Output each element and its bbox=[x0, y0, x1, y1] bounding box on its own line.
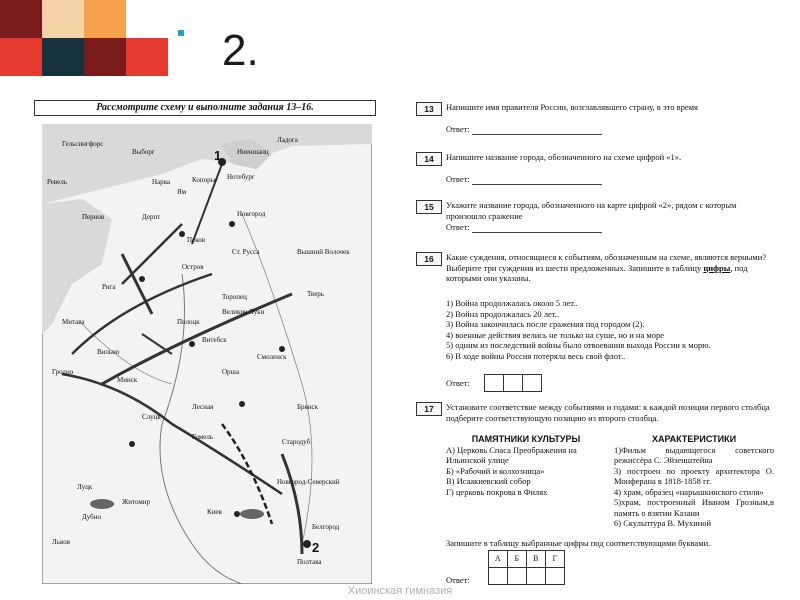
question-number: 14 bbox=[416, 152, 442, 166]
map-label: Ревель bbox=[47, 178, 67, 186]
answer-field[interactable] bbox=[472, 176, 602, 185]
question-text bbox=[446, 252, 777, 284]
answer-label: Ответ: bbox=[446, 574, 470, 585]
map-label: Тверь bbox=[307, 290, 324, 298]
map-label: Луцк bbox=[77, 483, 93, 491]
left-item: Г) церковь покрова в Филях bbox=[446, 486, 548, 497]
answer-field[interactable] bbox=[472, 126, 602, 135]
map-label: Вильно bbox=[97, 348, 120, 356]
map-label: Полтава bbox=[297, 558, 322, 566]
right-column-heading: ХАРАКТЕРИСТИКИ bbox=[651, 434, 737, 444]
map-label: Пернов bbox=[82, 213, 105, 221]
right-column bbox=[614, 434, 774, 529]
question-text: Напишите имя правителя России, возглавлявшего страну, в это время bbox=[446, 102, 698, 112]
option-item: 4) военные действия велись не только на суше, но и на море bbox=[446, 329, 665, 340]
answer-cell[interactable] bbox=[522, 375, 541, 392]
map-label: Ниеншанц bbox=[237, 148, 269, 156]
map-label: Выборг bbox=[132, 148, 155, 156]
map-header: Рассмотрите схему и выполните задания 13–16. bbox=[34, 100, 376, 116]
map-label: Ям bbox=[177, 188, 187, 196]
option-item: 6) В ходе войны Россия потеряла весь свой флот.. bbox=[446, 350, 626, 361]
map-label: Брянск bbox=[297, 403, 318, 411]
right-item: 1)Фильм выдающегося советского режиссёра С. Эйзенштейна bbox=[614, 444, 774, 465]
left-column bbox=[446, 434, 606, 497]
right-item: 3) построен по проекту архитектора О. Монферана в 1818-1858 гг. bbox=[614, 465, 774, 486]
answer-header: В bbox=[526, 551, 545, 568]
right-item: 6) Скульптура В. Мухиной bbox=[614, 518, 712, 528]
slide-number: 2. bbox=[222, 26, 259, 75]
map-label: Новгород-Северский bbox=[277, 478, 340, 486]
question-text-emphasis: цифры bbox=[703, 262, 731, 273]
map-label: Слуцк bbox=[142, 413, 161, 421]
option-item: 3) Война закончилась после сражения под городом (2). bbox=[446, 319, 645, 329]
question-16 bbox=[416, 252, 781, 392]
question-15 bbox=[416, 200, 781, 240]
left-item: В) Исаакиевский собор bbox=[446, 476, 531, 486]
answer-grid bbox=[488, 550, 565, 585]
map-label: Минск bbox=[117, 376, 138, 384]
map-number-2: 2 bbox=[312, 540, 320, 555]
map-label: Ст. Русса bbox=[232, 248, 260, 256]
deco-square bbox=[84, 0, 126, 38]
question-text-part: , под которыми они указаны. bbox=[446, 262, 748, 283]
answer-cell[interactable] bbox=[488, 568, 507, 585]
map-label: Остров bbox=[182, 263, 204, 271]
answer-label: Ответ: bbox=[446, 377, 470, 388]
left-column-heading: ПАМЯТНИКИ КУЛЬТУРЫ bbox=[471, 434, 581, 444]
map-label: Орша bbox=[222, 368, 240, 376]
map-label: Ладога bbox=[277, 136, 298, 144]
map-label: Торопец bbox=[222, 293, 247, 301]
answer-row bbox=[446, 374, 542, 392]
map-label: Новгород bbox=[237, 210, 266, 218]
map-label: Нарва bbox=[152, 178, 170, 186]
map-label: Лесная bbox=[192, 403, 214, 411]
question-number: 16 bbox=[416, 252, 442, 266]
question-number: 17 bbox=[416, 402, 442, 416]
right-item: 4) храм, образец «нарышкинского стиля» bbox=[614, 486, 764, 497]
map-label: Белгород bbox=[312, 523, 340, 531]
answer-row bbox=[446, 124, 602, 135]
option-item: 1) Война продолжалась около 5 лет.. bbox=[446, 298, 578, 308]
option-item: 2) Война продолжалась 20 лет.. bbox=[446, 308, 560, 319]
deco-dot bbox=[178, 30, 184, 36]
answer-header: Б bbox=[507, 551, 526, 568]
answer-label: Ответ: bbox=[446, 222, 470, 232]
map-label: Вышний Волочек bbox=[297, 248, 350, 256]
deco-square bbox=[0, 0, 42, 38]
question-number: 13 bbox=[416, 102, 442, 116]
deco-square bbox=[42, 0, 84, 38]
answer-label: Ответ: bbox=[446, 124, 470, 134]
answer-cell[interactable] bbox=[526, 568, 545, 585]
map-label: Дерпт bbox=[142, 213, 161, 221]
map-label: Киев bbox=[207, 508, 222, 516]
answer-cell[interactable] bbox=[484, 375, 503, 392]
question-number: 15 bbox=[416, 200, 442, 214]
map-label: Львов bbox=[52, 538, 71, 546]
answer-header: Г bbox=[545, 551, 564, 568]
answer-field[interactable] bbox=[472, 224, 602, 233]
answer-cell[interactable] bbox=[545, 568, 564, 585]
historical-map bbox=[42, 124, 372, 584]
map-number-1: 1 bbox=[214, 148, 222, 163]
answer-label: Ответ: bbox=[446, 174, 470, 184]
map-label: Гродно bbox=[52, 368, 74, 376]
map-label: Полоцк bbox=[177, 318, 200, 326]
answer-row bbox=[446, 550, 565, 585]
map-label: Витебск bbox=[202, 336, 227, 344]
map-label: Митава bbox=[62, 318, 85, 326]
question-text: Установите соответствие между событиями и годами: к каждой позиции первого столбца подберите соответствующую позицию из второго столбца. bbox=[446, 402, 770, 423]
map-label: Нотебург bbox=[227, 173, 255, 181]
left-item: А) Церковь Спаса Преображения на Ильинской улице bbox=[446, 444, 577, 465]
question-text-part: Какие суждения, относящиеся к событиям, обозначенным на схеме, являются верными? Выберите три суждения из шести предложенных. Запишите в таблицу bbox=[446, 252, 767, 273]
answer-grid bbox=[484, 374, 542, 392]
question-14 bbox=[416, 152, 781, 188]
footer-text: Хиоинская гимназия bbox=[347, 585, 453, 597]
map-label: Житомир bbox=[122, 498, 151, 506]
map-label: Гельсингфорс bbox=[62, 140, 104, 148]
map-label: Стародуб bbox=[282, 438, 311, 446]
map-label: Гомель bbox=[192, 433, 214, 441]
map-label: Великие Луки bbox=[222, 308, 265, 316]
question-text: Напишите название города, обозначенного на схеме цифрой «1». bbox=[446, 152, 682, 162]
left-item: Б) «Рабочий и колхозница» bbox=[446, 465, 545, 476]
question-text: Укажите название города, обозначенного на карте цифрой «2», рядом с которым произошло сражение bbox=[446, 200, 737, 221]
right-item: 5)храм, построенный Иваном Грозным,в память о взятии Казани bbox=[614, 497, 774, 518]
option-item: 5) одним из последствий войны было отвоевания выхода России к морю. bbox=[446, 340, 711, 350]
answer-header: А bbox=[488, 551, 507, 568]
map-label: Смоленск bbox=[257, 353, 287, 361]
map-label: Рига bbox=[102, 283, 116, 291]
answer-cell[interactable] bbox=[503, 375, 522, 392]
map-label: Копорье bbox=[192, 176, 217, 184]
answer-cell[interactable] bbox=[507, 568, 526, 585]
deco-square bbox=[0, 38, 42, 76]
deco-square bbox=[126, 38, 168, 76]
question-17 bbox=[416, 402, 781, 585]
answer-row bbox=[446, 222, 602, 233]
answer-row bbox=[446, 174, 602, 185]
options-list bbox=[446, 298, 711, 361]
instruction: Запишите в таблицу выбранные цифры под соответствующими буквами. bbox=[446, 538, 711, 548]
map-label: Дубно bbox=[82, 513, 101, 521]
deco-square bbox=[42, 38, 84, 76]
question-13 bbox=[416, 102, 781, 138]
deco-square bbox=[84, 38, 126, 76]
map-label: Псков bbox=[187, 236, 206, 244]
